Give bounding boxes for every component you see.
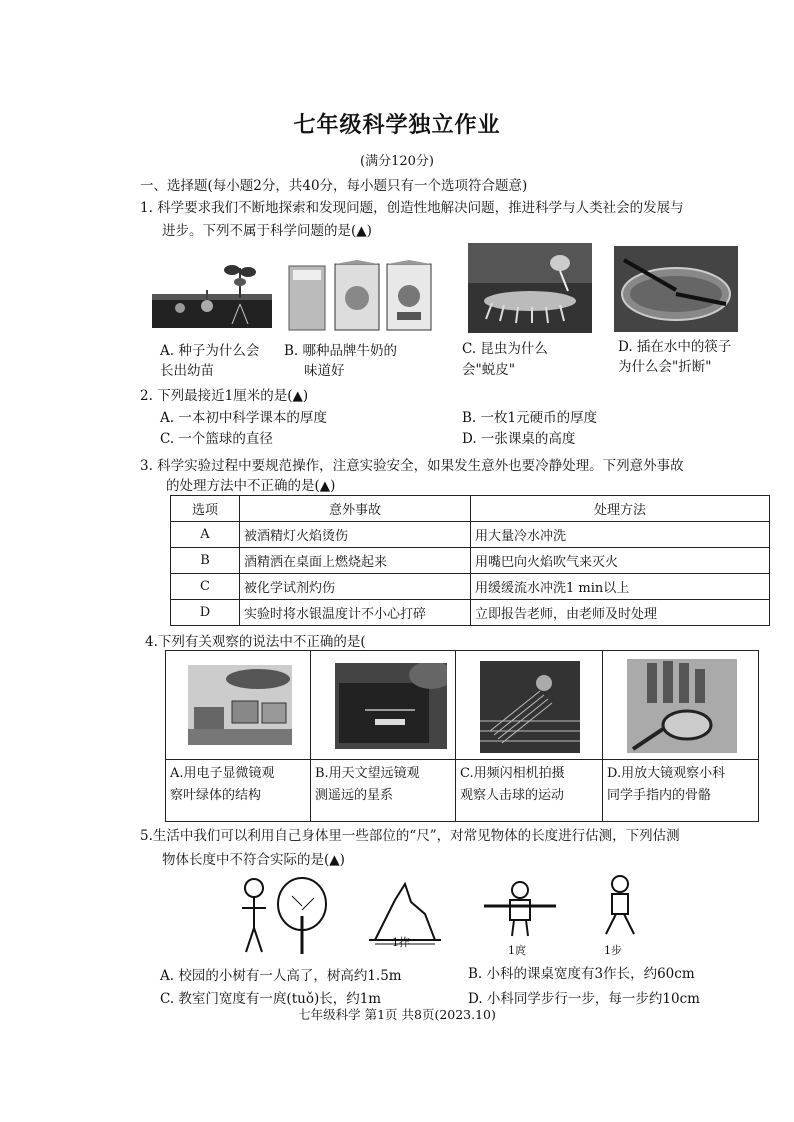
table-row [171,600,770,626]
table-cell: D [171,600,240,626]
q1-option-b-line1: B. 哪种品牌牛奶的 [284,343,398,359]
table-cell: A [171,522,240,548]
hand-span-label: 1拃 [392,936,410,949]
chopstick-in-water-image [614,246,738,332]
arm-span-figure [480,880,560,938]
table-cell: C [171,574,240,600]
strobe-camera-image [480,661,580,753]
observation-cell-d [603,651,758,821]
q2-option-c: C. 一个篮球的直径 [160,431,273,447]
table-row [171,574,770,600]
q1-option-a-line2: 长出幼苗 [160,363,214,379]
q5-stem-line2: 物体长度中不符合实际的是(▲) [162,852,345,868]
q1-stem-line2: 进步。下列不属于科学问题的是(▲) [162,223,372,239]
q5-option-b: B. 小科的课桌宽度有3作长，约60cm [468,966,695,982]
table-cell: 实验时将水银温度计不小心打碎 [240,600,471,626]
table-cell: 用缓缓流水冲洗1 min以上 [471,574,770,600]
electron-microscope-image [188,665,292,745]
table-header-row [171,496,770,522]
q1-option-a-line1: A. 种子为什么会 [160,343,260,359]
table-row [171,522,770,548]
q1-option-b-line2: 味道好 [304,363,345,379]
table-cell: 被化学试剂灼伤 [240,574,471,600]
q5-option-a: A. 校园的小树有一人高了，树高约1.5m [160,968,402,984]
page-footer: 七年级科学 第1页 共8页(2023.10) [298,1007,496,1022]
table-header-cell: 意外事故 [240,496,471,522]
telescope-galaxy-image [335,663,447,749]
q1-option-d-line2: 为什么会"折断" [618,359,712,375]
q1-option-c-line2: 会"蜕皮" [462,362,515,378]
observation-caption-d: D.用放大镜观察小科 同学手指内的骨骼 [607,766,726,803]
q3-stem-line1: 3. 科学实验过程中要规范操作，注意实验安全，如果发生意外也要冷静处理。下列意外事故 [140,458,684,474]
arm-span-label: 1庹 [508,944,526,957]
girl-and-tree-figure [234,876,334,956]
q2-stem: 2. 下列最接近1厘米的是(▲) [140,388,309,404]
insect-molting-image [468,243,592,333]
section-heading: 一、选择题(每小题2分，共40分，每小题只有一个选项符合题意) [140,178,528,194]
milk-brands-image [287,260,435,332]
q5-stem-line1: 5.生活中我们可以利用自己身体里一些部位的“尺”，对常见物体的长度进行估测，下列估测 [140,828,680,844]
observation-cell-c [456,651,603,821]
observation-caption-a: A.用电子显微镜观 察叶绿体的结构 [170,766,275,803]
observation-caption-c: C.用频闪相机拍摄 观察人击球的运动 [460,766,565,803]
table-cell: 用大量冷水冲洗 [471,522,770,548]
seed-sprout-image [152,258,272,330]
table-cell: B [171,548,240,574]
observation-cell-a [166,651,311,821]
table-row [171,548,770,574]
magnifier-hand-image [627,659,737,753]
q5-option-d: D. 小科同学步行一步，每一步约10cm [468,991,700,1007]
table-cell: 被酒精灯火焰烫伤 [240,522,471,548]
q1-stem-line1: 1. 科学要求我们不断地探索和发现问题，创造性地解决问题，推进科学与人类社会的发展与 [140,200,684,216]
q2-option-b: B. 一枚1元硬币的厚度 [462,410,598,426]
observation-grid [165,650,759,822]
observation-cell-b [311,651,456,821]
q3-stem-line2: 的处理方法中不正确的是(▲) [166,478,336,494]
page-title: 七年级科学独立作业 [293,112,501,138]
q1-option-c-line1: C. 昆虫为什么 [462,341,548,357]
table-cell: 立即报告老师，由老师及时处理 [471,600,770,626]
q1-option-d-line1: D. 插在水中的筷子 [618,339,732,355]
table-header-cell: 选项 [171,496,240,522]
q2-option-a: A. 一本初中科学课本的厚度 [160,410,327,426]
observation-caption-b: B.用天文望远镜观 测遥远的星系 [315,766,420,803]
accident-table [170,495,770,626]
table-cell: 用嘴巴向火焰吹气来灭火 [471,548,770,574]
page-subtitle: (满分120分) [360,154,434,169]
q4-stem: 4.下列有关观察的说法中不正确的是( [145,634,366,650]
q5-option-c: C. 教室门宽度有一庹(tuǒ)长，约1m [160,991,382,1007]
table-cell: 酒精洒在桌面上燃烧起来 [240,548,471,574]
table-header-cell: 处理方法 [471,496,770,522]
walking-step-figure [596,874,646,938]
q2-option-d: D. 一张课桌的高度 [462,431,576,447]
walking-step-label: 1步 [604,944,622,957]
